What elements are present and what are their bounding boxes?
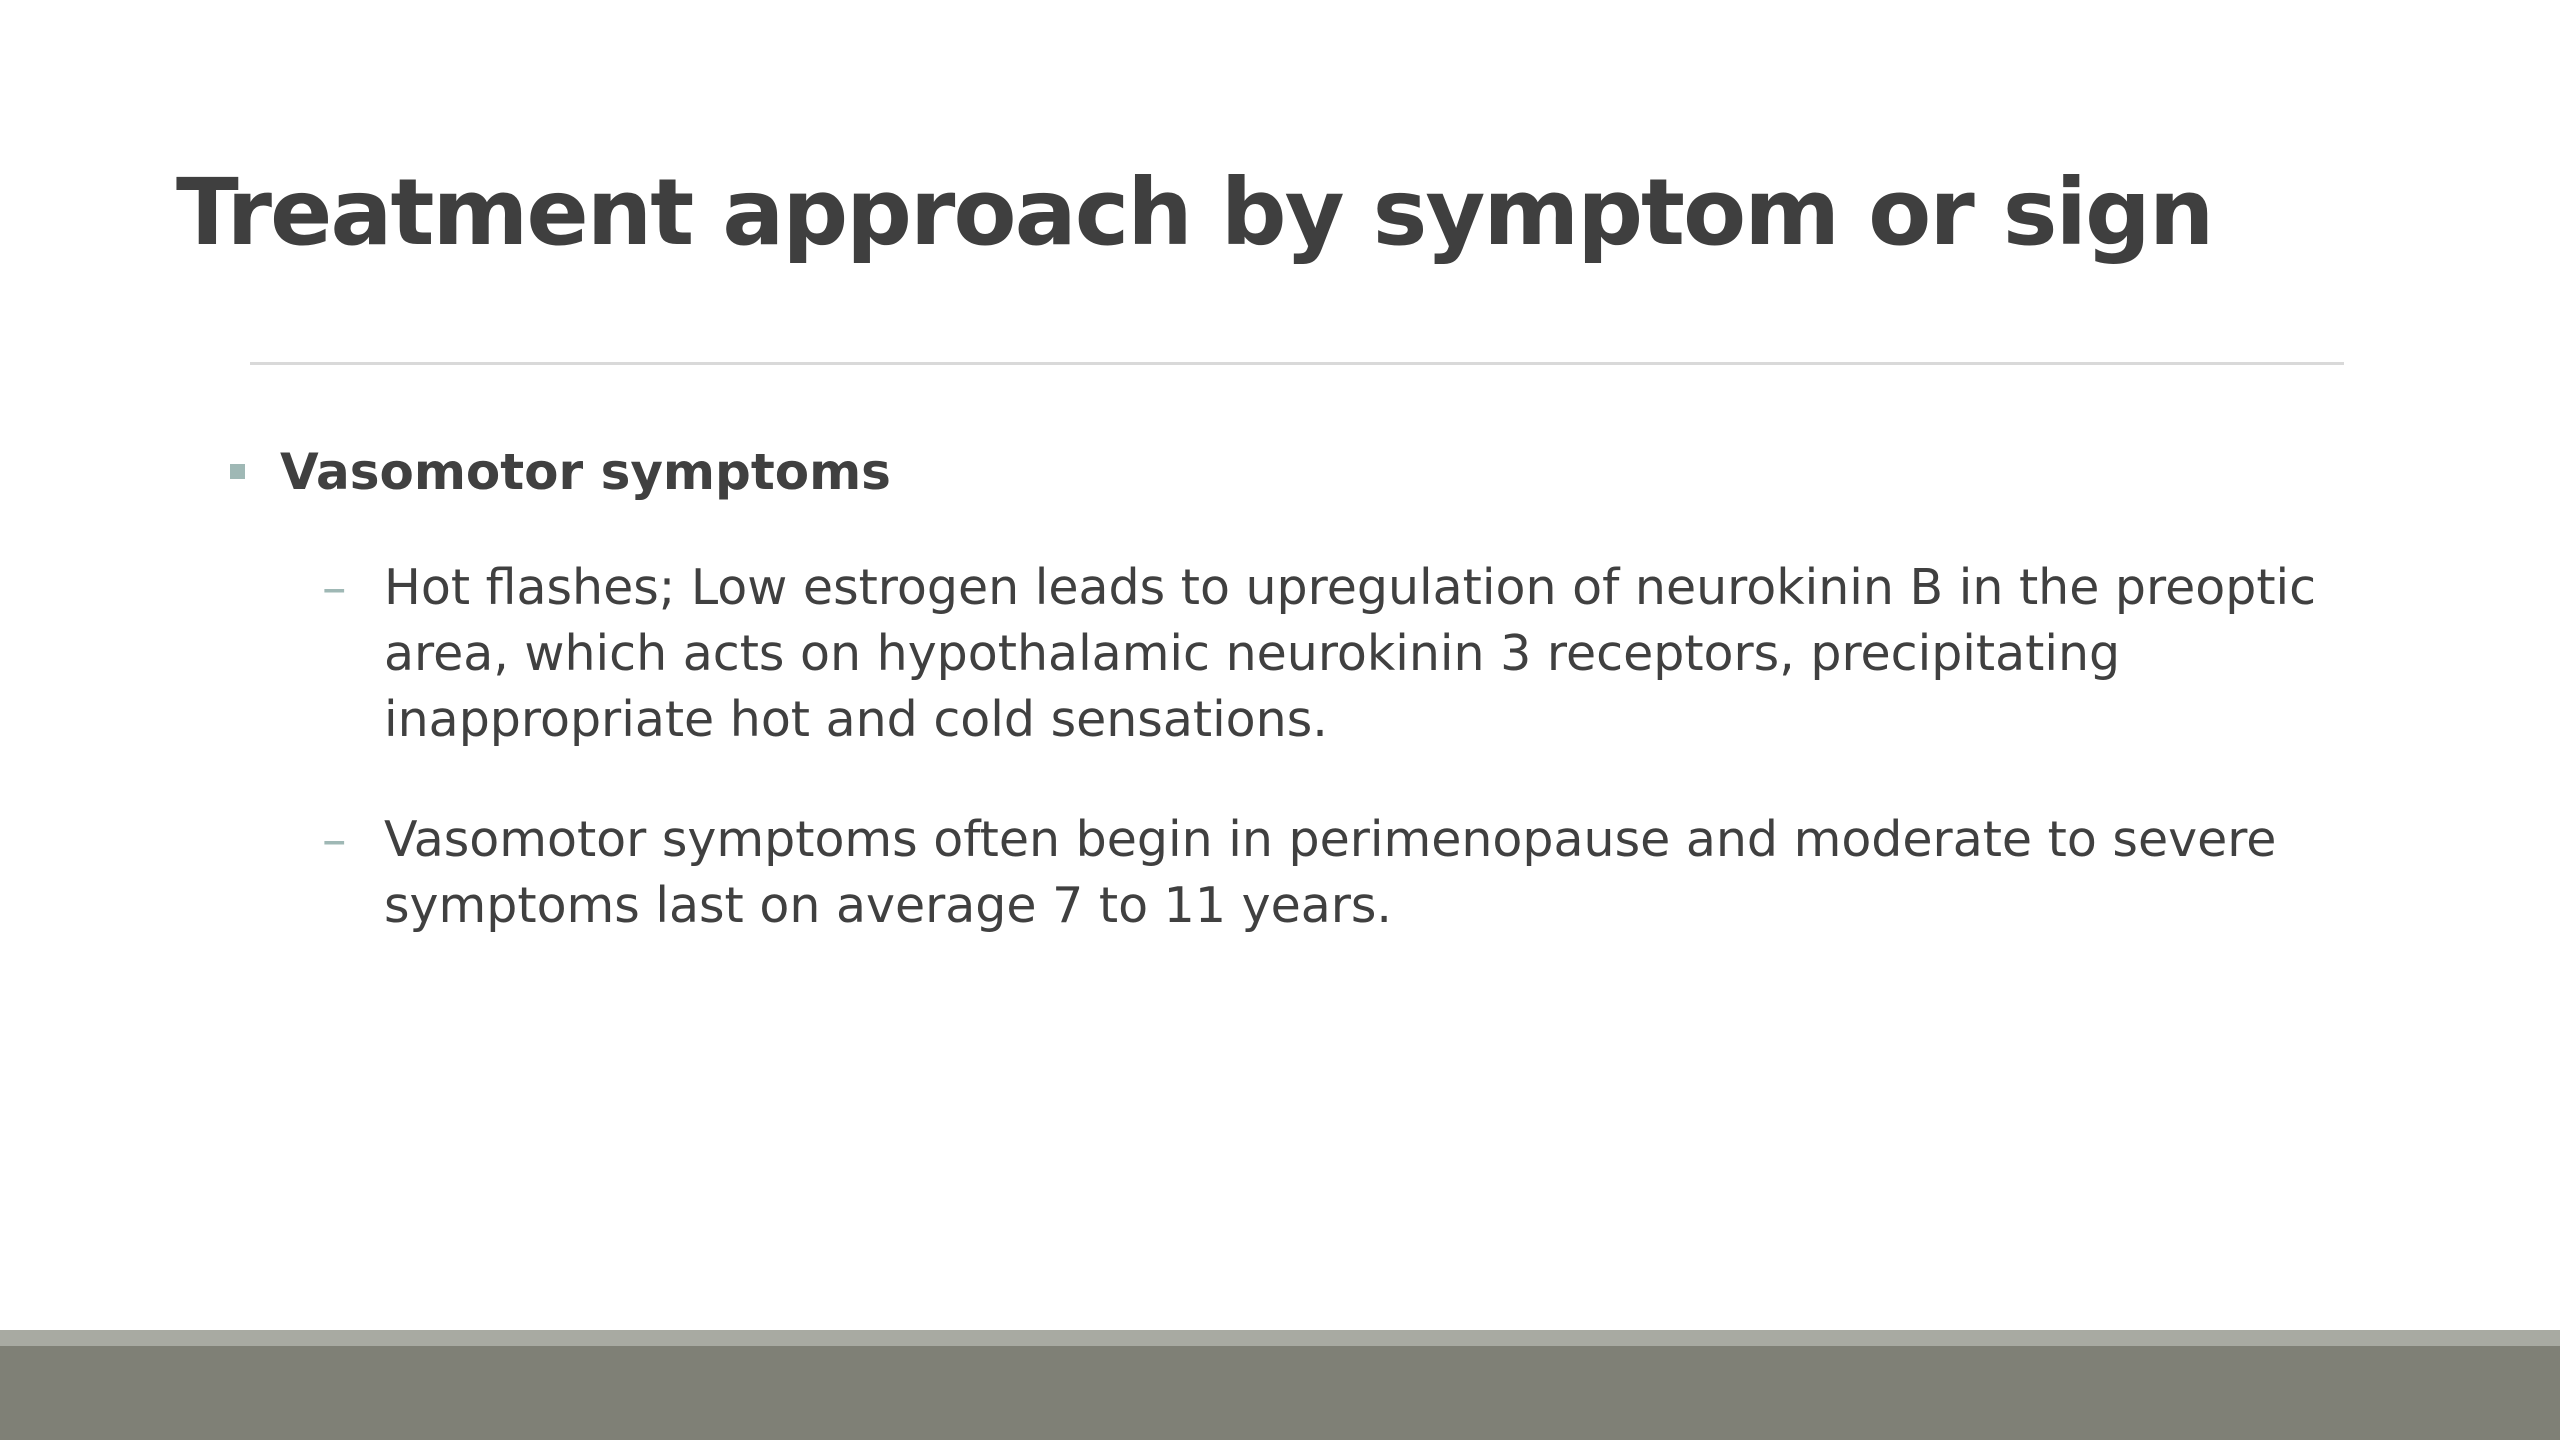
- footer-band-light: [0, 1330, 2560, 1346]
- dash-bullet-icon: –: [322, 811, 347, 868]
- sub-bullet-hot-flashes: [226, 555, 2376, 753]
- square-bullet-icon: [230, 464, 245, 479]
- sub-bullet-duration: [226, 807, 2376, 939]
- slide-title: Treatment approach by symptom or sign: [176, 159, 2213, 266]
- sub-bullet-text: Hot flashes; Low estrogen leads to upregulation of neurokinin B in the preoptic area, which acts on hypothalamic neurokinin 3 receptors, precipitating inappropriate hot and cold sensations.: [384, 559, 2317, 748]
- footer-band-dark: [0, 1346, 2560, 1440]
- bullet-vasomotor-symptoms: [226, 440, 2376, 505]
- sub-bullet-list: [226, 555, 2376, 939]
- dash-bullet-icon: –: [322, 559, 347, 616]
- bullet-heading: Vasomotor symptoms: [280, 443, 891, 501]
- sub-bullet-text: Vasomotor symptoms often begin in perimenopause and moderate to severe symptoms last on average 7 to 11 years.: [384, 811, 2277, 934]
- title-divider: [250, 362, 2344, 365]
- slide-content: [226, 440, 2376, 993]
